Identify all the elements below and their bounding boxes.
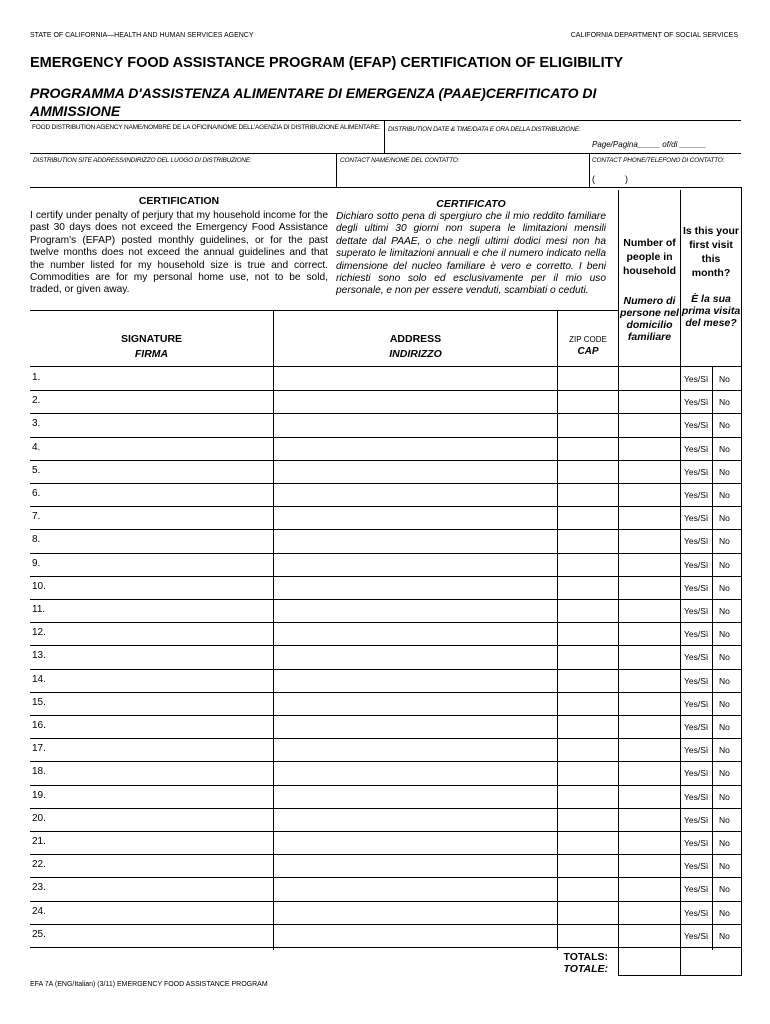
signature-field[interactable]	[48, 531, 270, 550]
agency-name-field[interactable]	[30, 133, 382, 151]
signature-field[interactable]	[48, 415, 270, 434]
yes-option[interactable]: Yes/Sì	[684, 397, 709, 408]
yes-option[interactable]: Yes/Sì	[684, 466, 709, 477]
signature-field[interactable]	[48, 578, 270, 597]
zip-field[interactable]	[559, 810, 616, 829]
zip-field[interactable]	[559, 415, 616, 434]
row-divider	[30, 622, 741, 623]
household-size-field[interactable]	[620, 740, 678, 759]
no-option[interactable]: No	[719, 443, 730, 454]
row-number: 2.	[32, 395, 41, 407]
zip-field[interactable]	[559, 531, 616, 550]
signature-field[interactable]	[48, 462, 270, 481]
signature-field[interactable]	[48, 926, 270, 945]
yes-option[interactable]: Yes/Sì	[684, 722, 709, 732]
household-size-field[interactable]	[620, 555, 678, 574]
no-option[interactable]: No	[719, 814, 730, 825]
no-option[interactable]: No	[719, 582, 730, 593]
row-divider	[30, 738, 741, 739]
certification-text-it: Dichiaro sotto pena di spergiuro che il mio reddito familiare degli ultimi 30 giorni non supera le limitazioni mensili dettate dal PAAE, o che negli ultimi dodici mesi non ha superato le limitazioni annuali e che il numero indicato nella dimensione del nucleo familiare è vero e corretto. I beni richiesti sono solo ed esclusivamente per il mio uso personale, e non per essere venduti, scambiati o ceduti.	[336, 211, 606, 297]
household-size-field[interactable]	[620, 462, 678, 481]
row-number: 4.	[32, 441, 41, 453]
address-field[interactable]	[276, 624, 555, 643]
household-size-field[interactable]	[620, 810, 678, 829]
no-option[interactable]: No	[719, 861, 730, 872]
row-number: 9.	[32, 557, 41, 569]
row-number: 15.	[32, 696, 46, 708]
signature-field[interactable]	[48, 717, 270, 736]
agency-left: STATE OF CALIFORNIA—HEALTH AND HUMAN SERVICES AGENCY	[30, 32, 254, 39]
no-option[interactable]: No	[719, 698, 730, 709]
yes-option[interactable]: Yes/Sì	[684, 374, 709, 384]
no-option[interactable]: No	[719, 907, 730, 918]
row-number: 8.	[32, 534, 41, 546]
zip-field[interactable]	[559, 392, 616, 411]
address-field[interactable]	[276, 415, 555, 434]
row-divider	[30, 390, 741, 391]
totals-en: TOTALS:	[563, 951, 608, 963]
address-field[interactable]	[276, 879, 555, 898]
row-number: 6.	[32, 488, 41, 499]
row-number: 13.	[32, 650, 46, 662]
address-field[interactable]	[276, 392, 555, 411]
zip-field[interactable]	[559, 624, 616, 643]
site-address-label: DISTRIBUTION SITE ADDRESS/INDIRIZZO DEL LUOGO DI DISTRIBUZIONE:	[33, 157, 252, 164]
zip-field[interactable]	[559, 647, 616, 666]
no-option[interactable]: No	[719, 513, 730, 524]
household-size-field[interactable]	[620, 601, 678, 620]
signature-header-it: FIRMA	[134, 348, 169, 360]
address-field[interactable]	[276, 740, 555, 759]
first-visit-header-en: Is this your first visit this month?	[682, 225, 739, 279]
yes-option[interactable]: Yes/Sì	[684, 838, 709, 848]
zip-field[interactable]	[559, 671, 616, 690]
certification-heading-it: CERTIFICATO	[436, 198, 506, 210]
no-option[interactable]: No	[719, 490, 730, 500]
address-field[interactable]	[276, 763, 555, 782]
signature-header-en: SIGNATURE	[120, 333, 183, 345]
address-field[interactable]	[276, 508, 555, 527]
yes-option[interactable]: Yes/Sì	[684, 536, 709, 547]
zip-field[interactable]	[559, 740, 616, 759]
distribution-date-field[interactable]	[386, 133, 586, 151]
household-size-field[interactable]	[620, 833, 678, 852]
yes-option[interactable]: Yes/Sì	[684, 675, 709, 686]
signature-field[interactable]	[48, 671, 270, 690]
row-number: 21.	[32, 836, 46, 847]
title-italian: PROGRAMMA D'ASSISTENZA ALIMENTARE DI EMERGENZA (PAAE)CERFITICATO DI AMMISSIONE	[30, 85, 597, 119]
household-size-field[interactable]	[620, 671, 678, 690]
row-number: 23.	[32, 882, 46, 894]
signature-field[interactable]	[48, 624, 270, 643]
zip-field[interactable]	[559, 856, 616, 875]
address-field[interactable]	[276, 485, 555, 504]
household-size-field[interactable]	[620, 903, 678, 922]
signature-field[interactable]	[48, 555, 270, 574]
row-number: 16.	[32, 720, 46, 731]
address-field[interactable]	[276, 926, 555, 945]
row-number: 1.	[32, 372, 41, 383]
no-option[interactable]: No	[719, 930, 730, 941]
row-number: 11.	[32, 604, 46, 615]
row-number: 5.	[32, 464, 41, 476]
no-option[interactable]: No	[719, 838, 730, 848]
row-divider	[30, 645, 741, 646]
yes-option[interactable]: Yes/Sì	[684, 490, 709, 500]
no-option[interactable]: No	[719, 536, 730, 547]
row-number: 7.	[32, 511, 41, 523]
address-field[interactable]	[276, 903, 555, 922]
signature-field[interactable]	[48, 740, 270, 759]
totals-household-field[interactable]	[619, 951, 680, 974]
row-number: 25.	[32, 928, 46, 940]
agency-name-label: FOOD DISTRIBUTION AGENCY NAME/NOMBRE DE LA OFICINA/NOME DELL'AGENZIA DI DISTRIBUZIONE ALIMENTARE:	[32, 124, 381, 131]
zip-field[interactable]	[559, 439, 616, 458]
signature-field[interactable]	[48, 601, 270, 620]
no-option[interactable]: No	[719, 374, 730, 384]
zip-field[interactable]	[559, 694, 616, 713]
row-number: 20.	[32, 812, 46, 824]
household-size-field[interactable]	[620, 787, 678, 806]
household-size-field[interactable]	[620, 694, 678, 713]
address-field[interactable]	[276, 578, 555, 597]
household-size-field[interactable]	[620, 578, 678, 597]
form-footer: EFA 7A (ENG/Italian) (3/11) EMERGENCY FOOD ASSISTANCE PROGRAM	[30, 981, 268, 988]
address-field[interactable]	[276, 671, 555, 690]
no-option[interactable]: No	[719, 559, 730, 570]
address-field[interactable]	[276, 462, 555, 481]
row-divider	[30, 506, 741, 507]
certification-heading-en: CERTIFICATION	[138, 195, 220, 207]
row-number: 22.	[32, 859, 46, 871]
signature-field[interactable]	[48, 392, 270, 411]
zip-field[interactable]	[559, 369, 616, 388]
signature-field[interactable]	[48, 763, 270, 782]
zip-field[interactable]	[559, 763, 616, 782]
address-field[interactable]	[276, 694, 555, 713]
contact-name-label: CONTACT NAME/NOME DEL CONTATTO:	[340, 157, 460, 164]
address-field[interactable]	[276, 601, 555, 620]
address-field[interactable]	[276, 439, 555, 458]
zip-field[interactable]	[559, 926, 616, 945]
title-english: EMERGENCY FOOD ASSISTANCE PROGRAM (EFAP) CERTIFICATION OF ELIGIBILITY	[30, 55, 624, 71]
zip-field[interactable]	[559, 879, 616, 898]
yes-option[interactable]: Yes/Sì	[684, 745, 709, 756]
zip-header-it: CAP	[577, 346, 599, 357]
yes-option[interactable]: Yes/Sì	[684, 861, 709, 872]
no-option[interactable]: No	[719, 768, 730, 779]
zip-field[interactable]	[559, 717, 616, 736]
row-number: 10.	[32, 580, 46, 592]
household-size-field[interactable]	[620, 647, 678, 666]
no-option[interactable]: No	[719, 606, 730, 616]
phone-parens: ( )	[592, 174, 628, 184]
yes-option[interactable]: Yes/Sì	[684, 559, 709, 570]
no-option[interactable]: No	[719, 745, 730, 756]
row-divider	[30, 599, 741, 600]
address-field[interactable]	[276, 369, 555, 388]
no-option[interactable]: No	[719, 884, 730, 895]
yes-option[interactable]: Yes/Sì	[684, 652, 709, 663]
household-size-field[interactable]	[620, 717, 678, 736]
yes-option[interactable]: Yes/Sì	[684, 420, 709, 431]
row-number: 18.	[32, 766, 46, 778]
signature-field[interactable]	[48, 810, 270, 829]
yes-option[interactable]: Yes/Sì	[684, 907, 709, 918]
household-size-field[interactable]	[620, 392, 678, 411]
first-visit-header-it: È la sua prima visita del mese?	[681, 293, 741, 329]
address-field[interactable]	[276, 856, 555, 875]
distribution-date-label: DISTRIBUTION DATE & TIME/DATA E ORA DELLA DISTRIBUZIONE:	[388, 126, 581, 133]
yes-option[interactable]: Yes/Sì	[684, 629, 709, 640]
address-field[interactable]	[276, 810, 555, 829]
signature-field[interactable]	[48, 787, 270, 806]
no-option[interactable]: No	[719, 397, 730, 408]
signature-field[interactable]	[48, 856, 270, 875]
no-option[interactable]: No	[719, 420, 730, 431]
zip-field[interactable]	[559, 462, 616, 481]
no-option[interactable]: No	[719, 722, 730, 732]
zip-field[interactable]	[559, 601, 616, 620]
zip-header-en: ZIP CODE	[569, 335, 607, 344]
no-option[interactable]: No	[719, 675, 730, 686]
household-size-field[interactable]	[620, 415, 678, 434]
zip-field[interactable]	[559, 508, 616, 527]
no-option[interactable]: No	[719, 466, 730, 477]
household-size-field[interactable]	[620, 879, 678, 898]
signature-field[interactable]	[48, 647, 270, 666]
signature-field[interactable]	[48, 879, 270, 898]
no-option[interactable]: No	[719, 652, 730, 663]
household-size-field[interactable]	[620, 369, 678, 388]
row-divider	[30, 877, 741, 878]
agency-right: CALIFORNIA DEPARTMENT OF SOCIAL SERVICES	[570, 32, 738, 39]
row-number: 3.	[32, 418, 41, 430]
row-divider	[30, 831, 741, 832]
signature-field[interactable]	[48, 508, 270, 527]
row-divider	[30, 854, 741, 855]
row-divider	[30, 483, 741, 484]
row-number: 14.	[32, 673, 46, 685]
signature-field[interactable]	[48, 694, 270, 713]
household-size-field[interactable]	[620, 485, 678, 504]
yes-option[interactable]: Yes/Sì	[684, 582, 709, 593]
address-header-en: ADDRESS	[389, 333, 442, 345]
address-field[interactable]	[276, 555, 555, 574]
zip-field[interactable]	[559, 555, 616, 574]
household-size-field[interactable]	[620, 763, 678, 782]
no-option[interactable]: No	[719, 791, 730, 802]
household-header-it: Numero di persone nel domicilio familiare	[620, 295, 679, 343]
totals-it: TOTALE:	[563, 963, 608, 975]
yes-option[interactable]: Yes/Sì	[684, 443, 709, 454]
zip-field[interactable]	[559, 578, 616, 597]
yes-option[interactable]: Yes/Sì	[684, 930, 709, 941]
row-divider	[30, 413, 741, 414]
row-divider	[30, 761, 741, 762]
no-option[interactable]: No	[719, 629, 730, 640]
zip-field[interactable]	[559, 787, 616, 806]
row-divider	[30, 715, 741, 716]
contact-phone-field[interactable]	[591, 167, 739, 185]
signature-field[interactable]	[48, 485, 270, 504]
address-field[interactable]	[276, 833, 555, 852]
zip-field[interactable]	[559, 903, 616, 922]
site-address-field[interactable]	[30, 167, 334, 185]
certification-text-en: I certify under penalty of perjury that my household income for the past 30 days does not exceed the Emergency Food Assistance Program's (EFAP) posted monthly guidelines, or for the past twelve months does not exceed the annual guidelines and that the number listed for my household size is true and correct. Commodities are for my personal home use, not to be sold, traded, or given away.	[30, 210, 328, 296]
household-size-field[interactable]	[620, 531, 678, 550]
yes-option[interactable]: Yes/Sì	[684, 606, 709, 616]
yes-option[interactable]: Yes/Sì	[684, 884, 709, 895]
zip-field[interactable]	[559, 833, 616, 852]
row-number: 12.	[32, 627, 46, 639]
address-field[interactable]	[276, 717, 555, 736]
row-divider	[30, 947, 741, 948]
row-divider	[30, 529, 741, 530]
page-label: Page/Pagina_____ of/di ______	[592, 140, 707, 149]
household-size-field[interactable]	[620, 624, 678, 643]
address-field[interactable]	[276, 531, 555, 550]
household-size-field[interactable]	[620, 856, 678, 875]
household-size-field[interactable]	[620, 439, 678, 458]
contact-name-field[interactable]	[338, 167, 587, 185]
yes-option[interactable]: Yes/Sì	[684, 698, 709, 709]
signature-field[interactable]	[48, 833, 270, 852]
signature-field[interactable]	[48, 903, 270, 922]
row-number: 19.	[32, 789, 46, 801]
yes-option[interactable]: Yes/Sì	[684, 768, 709, 779]
yes-option[interactable]: Yes/Sì	[684, 513, 709, 524]
household-header-en: Number of people in household	[622, 237, 677, 277]
contact-phone-label: CONTACT PHONE/TELEFONO DI CONTATTO:	[592, 157, 725, 164]
household-size-field[interactable]	[620, 508, 678, 527]
signature-field[interactable]	[48, 369, 270, 388]
row-number: 17.	[32, 743, 46, 755]
yes-option[interactable]: Yes/Sì	[684, 814, 709, 825]
address-field[interactable]	[276, 787, 555, 806]
signature-field[interactable]	[48, 439, 270, 458]
yes-option[interactable]: Yes/Sì	[684, 791, 709, 802]
zip-field[interactable]	[559, 485, 616, 504]
address-field[interactable]	[276, 647, 555, 666]
address-header-it: INDIRIZZO	[389, 348, 442, 360]
row-number: 24.	[32, 905, 46, 917]
household-size-field[interactable]	[620, 926, 678, 945]
